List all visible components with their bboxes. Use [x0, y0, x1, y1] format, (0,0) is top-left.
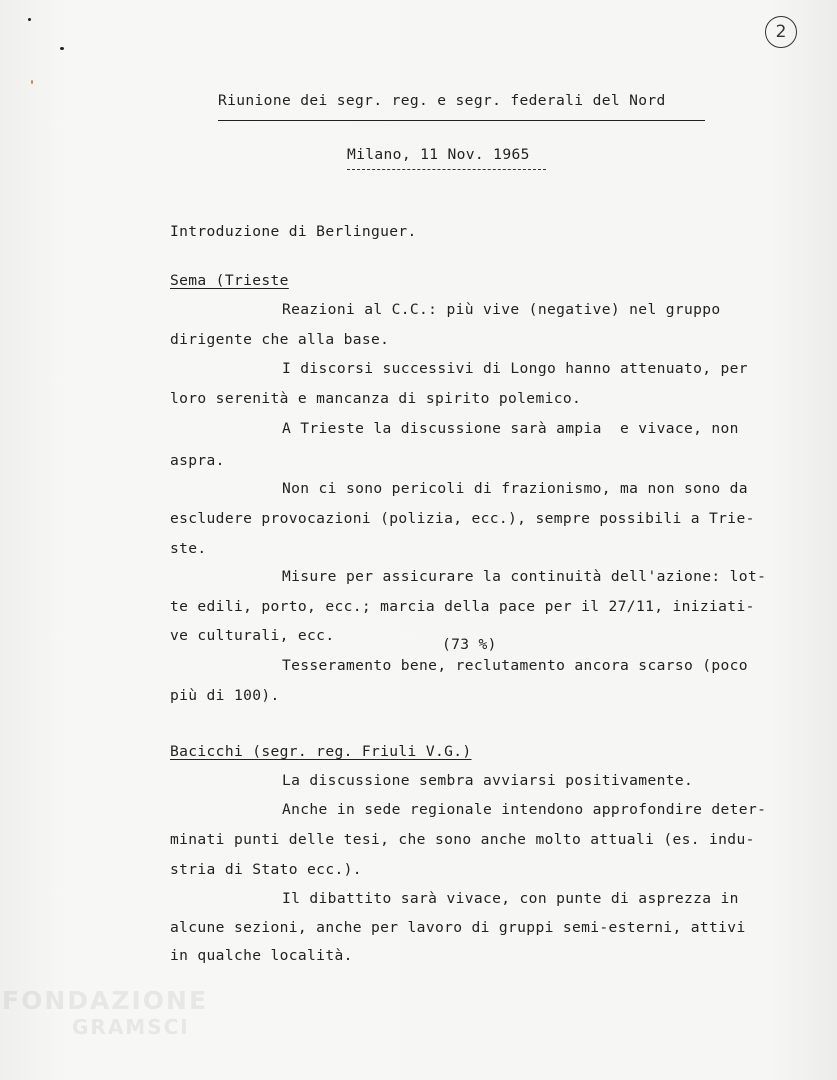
handwritten-annotation: (73 %)	[442, 636, 497, 653]
paragraph-line: ste.	[170, 540, 207, 557]
paragraph-line: Il dibattito sarà vivace, con punte di asprezza in	[282, 890, 739, 907]
introduction-line: Introduzione di Berlinguer.	[170, 223, 417, 240]
paragraph-line: alcune sezioni, anche per lavoro di gruppi semi-esterni, attivi	[170, 919, 746, 936]
section-heading: Sema (Trieste	[170, 272, 289, 289]
paragraph-line: in qualche località.	[170, 947, 353, 964]
paragraph-line: La discussione sembra avviarsi positivamente.	[282, 772, 694, 789]
paragraph-line: I discorsi successivi di Longo hanno attenuato, per	[282, 360, 748, 377]
ink-speck	[28, 18, 31, 21]
paragraph-line: loro serenità e mancanza di spirito polemico.	[170, 390, 582, 407]
paragraph-line: Non ci sono pericoli di frazionismo, ma non sono da	[282, 480, 748, 497]
page-number: 2	[765, 16, 797, 48]
archive-watermark	[2, 988, 208, 1040]
paragraph-line: ve culturali, ecc.	[170, 627, 335, 644]
paragraph-line: escludere provocazioni (polizia, ecc.), sempre possibili a Trie-	[170, 510, 755, 527]
paragraph-line: stria di Stato ecc.).	[170, 861, 362, 878]
paragraph-line: Tesseramento bene, reclutamento ancora scarso (poco	[282, 657, 748, 674]
date-underline	[347, 169, 546, 170]
paragraph-line: minati punti delle tesi, che sono anche molto attuali (es. indu-	[170, 831, 755, 848]
paragraph-line: Reazioni al C.C.: più vive (negative) nel gruppo	[282, 301, 721, 318]
paragraph-line: dirigente che alla base.	[170, 331, 390, 348]
ink-speck	[31, 80, 33, 84]
ink-speck	[60, 47, 64, 50]
watermark-line: GRAMSCI	[72, 1015, 190, 1039]
paragraph-line: Misure per assicurare la continuità dell'azione: lot-	[282, 568, 767, 585]
paragraph-line: Anche in sede regionale intendono approfondire deter-	[282, 801, 767, 818]
watermark-line: FONDAZIONE	[2, 986, 209, 1015]
page-title: Riunione dei segr. reg. e segr. federali del Nord	[218, 92, 666, 109]
paragraph-line: aspra.	[170, 452, 225, 469]
paragraph-line: A Trieste la discussione sarà ampia e vivace, non	[282, 420, 739, 437]
paragraph-line: te edili, porto, ecc.; marcia della pace per il 27/11, iniziati-	[170, 598, 755, 615]
title-underline	[218, 120, 705, 121]
paragraph-line: più di 100).	[170, 687, 280, 704]
background-stamp: ⠀	[430, 230, 503, 291]
section-heading: Bacicchi (segr. reg. Friuli V.G.)	[170, 743, 472, 760]
place-date: Milano, 11 Nov. 1965	[347, 146, 530, 163]
